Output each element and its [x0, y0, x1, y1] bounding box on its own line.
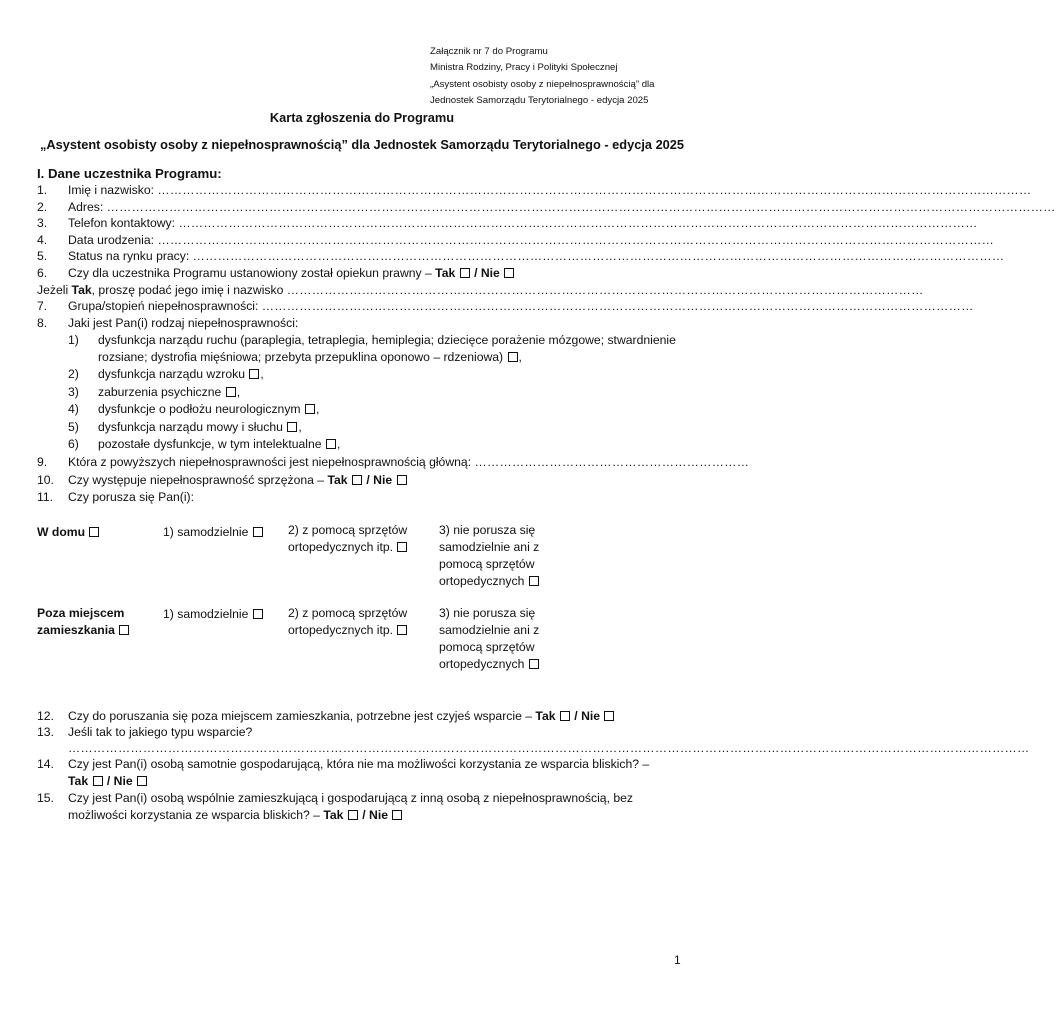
name-fill-line[interactable]: ………………………………………………………………………………………………………………………………………………………………………………………… — [157, 183, 1032, 197]
question-number: 5. — [37, 249, 48, 263]
question-13 — [37, 724, 252, 740]
question-label: Czy jest Pan(i) osobą samotnie gospodarującą, która nie ma możliwości korzystania ze wsparcia bliskich? – — [68, 757, 650, 771]
option-checkbox[interactable] — [508, 352, 518, 362]
outside-row-label: Poza miejscem zamieszkania — [37, 605, 130, 639]
yes-label: Tak — [68, 774, 89, 788]
yes-checkbox[interactable] — [460, 268, 470, 278]
disability-option-1-cont: rozsiane; dystrofia mięśniowa; przebyta przepuklina oponowo – rdzeniowa) , — [98, 350, 522, 364]
option-label: dysfunkcja narządu wzroku — [98, 367, 245, 381]
question-label: Czy do poruszania się poza miejscem zamieszkania, potrzebne jest czyjeś wsparcie – — [68, 709, 533, 723]
question-11 — [37, 489, 194, 505]
question-label: Czy dla uczestnika Programu ustanowiony został opiekun prawny – — [68, 266, 432, 280]
question-number: 7. — [37, 299, 48, 313]
question-label: Która z powyższych niepełnosprawności jest niepełnosprawnością główną: — [68, 455, 472, 469]
home-independent-option: 1) samodzielnie — [163, 524, 264, 541]
annex-line: „Asystent osobisty osoby z niepełnosprawnością” dla — [430, 78, 655, 90]
question-label: Imię i nazwisko: — [68, 183, 155, 197]
question-14-answer: Tak / Nie — [68, 773, 148, 789]
question-15 — [37, 790, 633, 806]
home-not-moving-checkbox[interactable] — [529, 576, 539, 586]
no-label: Nie — [369, 808, 388, 822]
disability-group-fill-line[interactable]: ……………………………………………………………………………………………………………………………………………………… — [261, 299, 974, 313]
question-9 — [37, 454, 750, 470]
main-disability-fill-line[interactable]: ………………………………………………………… — [474, 455, 750, 469]
option-number: 5) — [68, 420, 79, 434]
outside-equipment-option: 2) z pomocą sprzętów ortopedycznych itp. — [288, 606, 408, 637]
address-fill-line[interactable]: ………………………………………………………………………………………………………………………………………………………………………………………………………… — [106, 200, 1056, 214]
question-number: 6. — [37, 266, 48, 280]
question-number: 1. — [37, 183, 48, 197]
outside-independent-checkbox[interactable] — [253, 609, 263, 619]
question-7 — [37, 298, 974, 314]
annex-note — [430, 44, 655, 110]
outside-independent-option: 1) samodzielnie — [163, 606, 264, 623]
disability-option-4: 4) dysfunkcje o podłożu neurologicznym , — [68, 402, 320, 416]
program-title: „Asystent osobisty osoby z niepełnosprawnością” dla Jednostek Samorządu Terytorialnego - edycja 2025 — [39, 137, 685, 152]
no-checkbox[interactable] — [137, 776, 147, 786]
question-label: Czy porusza się Pan(i): — [68, 490, 194, 504]
home-equipment-checkbox[interactable] — [397, 542, 407, 552]
yes-label: Tak — [327, 473, 348, 487]
no-label: Nie — [113, 774, 133, 788]
no-checkbox[interactable] — [392, 810, 402, 820]
option-checkbox[interactable] — [226, 387, 236, 397]
support-type-fill-line[interactable]: …………………………………………………………………………………………………………………………………………………………………………………………………………… — [68, 741, 1030, 755]
disability-option-5: 5) dysfunkcja narządu mowy i słuchu , — [68, 420, 302, 434]
section-heading: I. Dane uczestnika Programu: — [37, 166, 222, 181]
yes-checkbox[interactable] — [560, 711, 570, 721]
question-6 — [37, 265, 515, 281]
option-number: 1) — [68, 333, 79, 347]
page-number: 1 — [674, 953, 681, 967]
question-8 — [37, 315, 298, 331]
yes-label: Tak — [323, 808, 344, 822]
question-number: 3. — [37, 216, 48, 230]
home-equipment-option: 2) z pomocą sprzętów ortopedycznych itp. — [288, 523, 408, 554]
followup-text: , proszę podać jego imię i nazwisko — [91, 283, 284, 297]
annex-line: Załącznik nr 7 do Programu — [430, 46, 548, 57]
home-checkbox[interactable] — [89, 527, 99, 537]
followup-text: Jeżeli — [37, 283, 72, 297]
question-15-cont: możliwości korzystania ze wsparcia bliskich? – Tak / Nie — [68, 807, 403, 823]
home-row-label: W domu — [37, 524, 100, 541]
question-label: Telefon kontaktowy: — [68, 216, 176, 230]
question-label: Adres: — [68, 200, 104, 214]
question-10: 10. Czy występuje niepełnosprawność sprzężona – Tak / Nie — [37, 472, 408, 488]
option-checkbox[interactable] — [326, 439, 336, 449]
no-checkbox[interactable] — [504, 268, 514, 278]
birthdate-fill-line[interactable]: ………………………………………………………………………………………………………………………………………………………………………………… — [157, 233, 995, 247]
no-label: Nie — [373, 473, 393, 487]
question-number: 9. — [37, 455, 48, 469]
followup-bold: Tak — [71, 283, 92, 297]
no-label: Nie — [480, 266, 500, 280]
option-label: dysfunkcja narządu mowy i słuchu — [98, 420, 283, 434]
option-label: zaburzenia psychiczne — [98, 385, 222, 399]
question-number: 10. — [37, 473, 54, 487]
support-type-line — [68, 740, 1030, 756]
no-checkbox[interactable] — [604, 711, 614, 721]
yes-label: Tak — [535, 709, 556, 723]
annex-line: Ministra Rodziny, Pracy i Polityki Społecznej — [430, 62, 618, 74]
outside-checkbox[interactable] — [119, 625, 129, 635]
phone-fill-line[interactable]: ………………………………………………………………………………………………………………………………………………………………………… — [178, 216, 978, 230]
yes-checkbox[interactable] — [348, 810, 358, 820]
home-independent-checkbox[interactable] — [253, 527, 263, 537]
question-12: 12. Czy do poruszania się poza miejscem zamieszkania, potrzebne jest czyjeś wsparcie – Tak / Nie — [37, 708, 615, 724]
option-label: pozostałe dysfunkcje, w tym intelektualne — [98, 437, 322, 451]
disability-option-6: 6) pozostałe dysfunkcje, w tym intelektualne , — [68, 437, 341, 451]
question-label: Status na rynku pracy: — [68, 249, 190, 263]
question-label: Czy jest Pan(i) osobą wspólnie zamieszkującą i gospodarującą z inną osobą z niepełnosprawnością, bez — [68, 791, 633, 805]
question-label: Data urodzenia: — [68, 233, 155, 247]
question-4 — [37, 232, 995, 248]
option-label: dysfunkcja narządu ruchu (paraplegia, tetraplegia, hemiplegia; dziecięce porażenie mózgowe; stwardnienie — [98, 333, 676, 347]
question-14 — [37, 756, 649, 772]
question-number: 4. — [37, 233, 48, 247]
disability-option-1 — [68, 332, 676, 348]
outside-equipment-checkbox[interactable] — [397, 625, 407, 635]
option-checkbox[interactable] — [305, 404, 315, 414]
question-number: 12. — [37, 709, 54, 723]
no-label: Nie — [581, 709, 601, 723]
question-number: 13. — [37, 725, 54, 739]
question-number: 15. — [37, 791, 54, 805]
yes-checkbox[interactable] — [93, 776, 103, 786]
question-1 — [37, 182, 1032, 198]
question-3 — [37, 215, 978, 231]
question-number: 14. — [37, 757, 54, 771]
yes-label: Tak — [435, 266, 456, 280]
question-2 — [37, 199, 1056, 215]
option-number: 3) — [68, 385, 79, 399]
option-checkbox[interactable] — [249, 369, 259, 379]
question-label: Czy występuje niepełnosprawność sprzężona – — [68, 473, 325, 487]
option-checkbox[interactable] — [287, 422, 297, 432]
option-label: rozsiane; dystrofia mięśniowa; przebyta przepuklina oponowo – rdzeniowa) — [98, 350, 504, 364]
question-label: Grupa/stopień niepełnosprawności: — [68, 299, 259, 313]
employment-fill-line[interactable]: …………………………………………………………………………………………………………………………………………………………………………… — [192, 249, 1005, 263]
option-number: 2) — [68, 367, 79, 381]
home-not-moving-option: 3) nie porusza się samodzielnie ani z pomocą sprzętów ortopedycznych — [439, 523, 540, 588]
option-number: 6) — [68, 437, 79, 451]
form-title: Karta zgłoszenia do Programu — [269, 110, 455, 125]
yes-checkbox[interactable] — [352, 475, 362, 485]
disability-option-2: 2) dysfunkcja narządu wzroku , — [68, 367, 264, 381]
question-number: 8. — [37, 316, 48, 330]
outside-not-moving-checkbox[interactable] — [529, 659, 539, 669]
guardian-fill-line[interactable]: ……………………………………………………………………………………………………………………………………… — [286, 283, 924, 297]
option-number: 4) — [68, 402, 79, 416]
question-5 — [37, 248, 1005, 264]
outside-not-moving-option: 3) nie porusza się samodzielnie ani z pomocą sprzętów ortopedycznych — [439, 606, 540, 671]
disability-option-3: 3) zaburzenia psychiczne , — [68, 385, 241, 399]
question-number: 11. — [37, 490, 54, 504]
question-label: możliwości korzystania ze wsparcia bliskich? – — [68, 808, 320, 822]
question-number: 2. — [37, 200, 48, 214]
option-label: dysfunkcje o podłożu neurologicznym — [98, 402, 301, 416]
annex-line: Jednostek Samorządu Terytorialnego - edycja 2025 — [430, 95, 649, 107]
question-label: Jaki jest Pan(i) rodzaj niepełnosprawności: — [68, 316, 299, 330]
question-6-followup — [37, 282, 924, 298]
separator: / — [474, 266, 478, 280]
question-label: Jeśli tak to jakiego typu wsparcie? — [68, 725, 253, 739]
no-checkbox[interactable] — [397, 475, 407, 485]
